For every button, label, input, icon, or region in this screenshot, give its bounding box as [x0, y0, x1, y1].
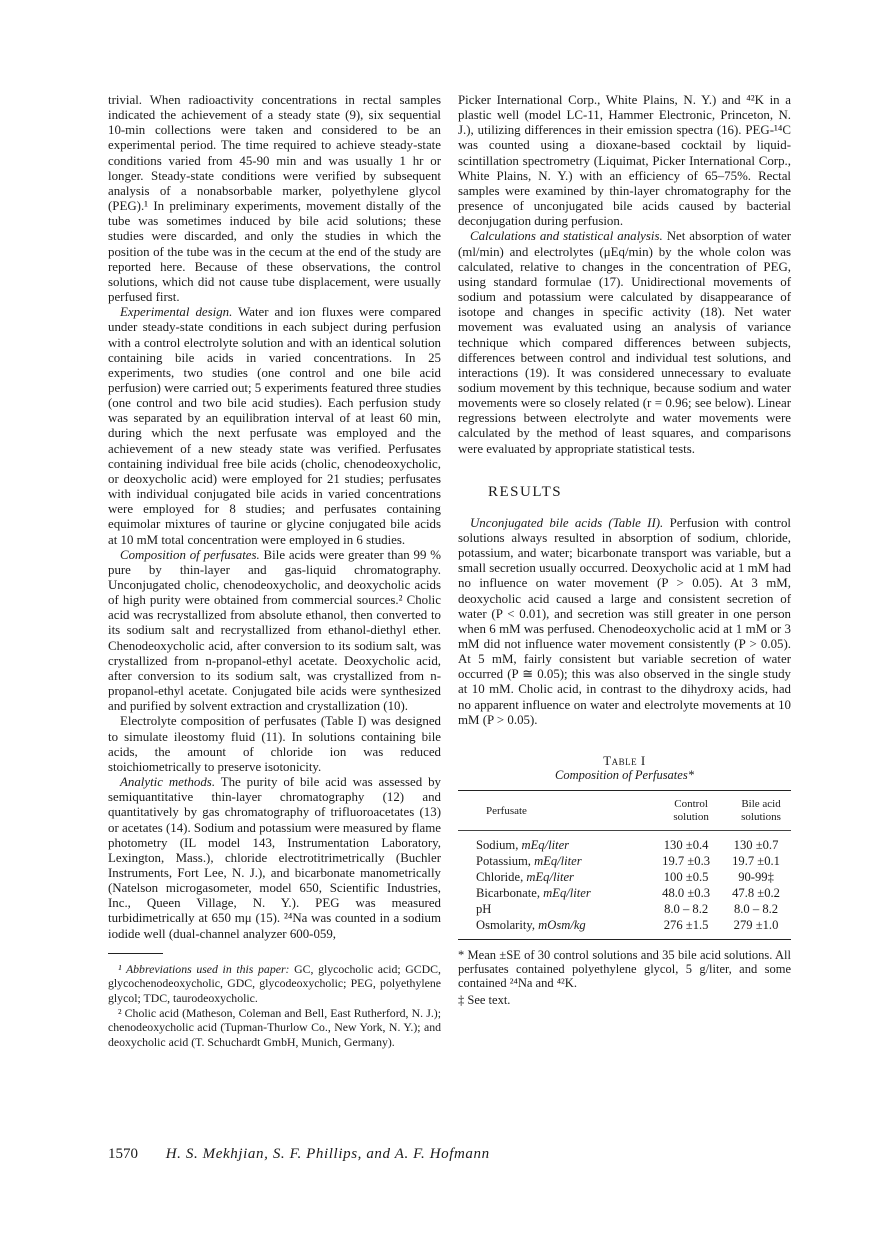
- run-in-heading: Analytic methods.: [120, 775, 216, 790]
- table-row: [458, 901, 791, 917]
- row-unit: mEq/liter: [534, 854, 582, 869]
- table-row: [458, 917, 791, 940]
- control-value: 8.0 – 8.2: [664, 902, 709, 917]
- bile-acid-value: 279 ±1.0: [721, 917, 791, 940]
- page-number: 1570: [108, 1146, 138, 1162]
- left-column: [108, 93, 441, 1049]
- footnote-1: ¹ Abbreviations used in this paper: GC, glycocholic acid; GCDC, glycochenodeoxycholic, GDC, glycodeoxycholic; PEG, polyethylene glycol; TDC, taurodeoxycholic.: [108, 961, 441, 1005]
- bile-acid-value: 90-99‡: [738, 870, 774, 885]
- table-row: [458, 869, 791, 885]
- run-in-heading: Calculations and statistical analysis.: [470, 229, 663, 244]
- paragraph-calculations: Calculations and statistical analysis. Net absorption of water (ml/min) and electrolytes (μEq/min) by the whole colon was calculated, relative to changes in the concentration of PEG, using standard formulae (17). Unidirectional movements of sodium and potassium were calculated by disappearance of isotope and changes in specific activity (18). Net water movement was evaluated using an analysis of variance technique which compared differences between subjects, differences between control and individual test solutions, and interactions (19). It was considered unnecessary to evaluate sodium movement by this technique, because sodium and water movements were so closely related (r = 0.96; see below). Linear regressions between electrolyte and water movements were calculated by the method of least squares, and comparisons were evaluated by appropriate statistical tests.: [458, 229, 791, 456]
- run-in-heading: Unconjugated bile acids (Table II).: [470, 515, 664, 530]
- row-unit: mOsm/kg: [538, 918, 586, 933]
- table-title: Table I: [603, 752, 646, 768]
- control-value: 100 ±0.5: [663, 870, 709, 885]
- control-value: 130 ±0.4: [663, 838, 709, 853]
- paragraph-experimental-design: Experimental design. Water and ion fluxes were compared under steady-state conditions in each subject during perfusion with a control electrolyte solution and with an identical solution containing bile acids in varied concentrations. In 25 experiments, two studies (one control and one bile acid perfusion) were carried out; 5 experiments featured three studies (one control and two bile acid studies). Each perfusion study was separated by an equilibration interval of at least 60 min, during which the next perfusate was employed and the achievement of a new steady state was verified. Perfusates containing individual free bile acids (cholic, chenodeoxycholic, or deoxycholic acid) were employed for 21 studies; perfusates with individual conjugated bile acids in varied concentrations were employed for 8 studies; and perfusates containing equimolar mixtures of taurine or glycine conjugated bile acids at 10 mM total concentration were employed in 6 studies.: [108, 305, 441, 547]
- paragraph-composition: Composition of perfusates. Bile acids were greater than 99 % pure by thin-layer and gas-liquid chromatography. Unconjugated cholic, chenodeoxycholic, and deoxycholic acids of high purity were obtained from commercial sources.² Cholic acid was recrystallized from absolute ethanol, then converted to its sodium salt and recrystallized from ethanol-diethyl ether. Chenodeoxycholic acid, after conversion to its sodium salt, was crystallized from n-propanol-ethyl acetate. Deoxycholic acid, after conversion to its sodium salt, was crystallized from n-propanol-ethyl acetate. Conjugated bile acids were synthesized and purified by solvent extraction and crystallization (10).: [108, 547, 441, 714]
- bile-acid-value: 130 ±0.7: [733, 838, 779, 853]
- table-footnotes: [458, 948, 791, 1007]
- row-unit: mEq/liter: [521, 838, 570, 853]
- footnote-2: ² Cholic acid (Matheson, Coleman and Bell, East Rutherford, N. J.); chenodeoxycholic acid (Tupman-Thurlow Co., New York, N. Y.); and deoxycholic acid (T. Schuchardt GmbH, Munich, Germany).: [108, 1005, 441, 1049]
- section-heading-results: RESULTS: [488, 483, 563, 500]
- column-header: Control solution: [651, 791, 721, 831]
- row-label: Osmolarity, mOsm/kg: [458, 917, 651, 940]
- table-row: [458, 853, 791, 869]
- column-header: Perfusate: [458, 791, 651, 831]
- row-unit: mEq/liter: [543, 886, 591, 901]
- running-authors: H. S. Mekhjian, S. F. Phillips, and A. F. Hofmann: [165, 1146, 490, 1162]
- paragraph-steady-state: trivial. When radioactivity concentrations in rectal samples indicated the achievement of a steady state (9), six sequential 10-min collections were taken and considered to be an experimental period. The time required to achieve steady-state conditions varied from 45-90 min and was usually 1 hr or longer. Steady-state conditions were verified by subsequent analysis of a nonabsorbable marker, polyethylene glycol (PEG).¹ In preliminary experiments, movement distally of the tube was sometimes induced by bile acid solutions; these studies were discarded, and only the studies in which the position of the tube was in the cecum at the end of the study are reported here. Because of these observations, the control solutions, which did not cause tube displacement, were usually perfused first.: [108, 93, 441, 305]
- control-value: 19.7 ±0.3: [662, 854, 711, 869]
- column-header: Bile acid solutions: [721, 791, 791, 831]
- table-footnote: * Mean ±SE of 30 control solutions and 35 bile acid solutions. All perfusates contained polyethylene glycol, 5 g/liter, and some contained ²⁴Na and ⁴²K.: [458, 948, 791, 991]
- bile-acid-value: 47.8 ±0.2: [732, 886, 780, 901]
- row-label: Bicarbonate, mEq/liter: [476, 886, 591, 901]
- row-label: Chloride, mEq/liter: [476, 870, 574, 885]
- paragraph-unconjugated: Unconjugated bile acids (Table II). Perfusion with control solutions always resulted in absorption of sodium, chloride, potassium, and water; bicarbonate transport was variable, but a small secretion usually occurred. Deoxycholic acid at 1 mM had no influence on water movement (P > 0.05). At 3 mM, deoxycholic acid caused a large and consistent secretion of water (P < 0.01), and secretion was still greater in one person when 6 mM was perfused. Chenodeoxycholic acid at 1 mM or 3 mM did not influence water movement consistently (P > 0.05). At 5 mM, fairly consistent but variable secretion of water occurred (P ≅ 0.05); this was also observed in the single study at 10 mM. Cholic acid, in contrast to the dihydroxy acids, had no apparent influence on water and electrolyte movements at 10 mM (P > 0.05).: [458, 515, 791, 727]
- table-row: [458, 885, 791, 901]
- paragraph-analytic-methods: Analytic methods. The purity of bile acid was assessed by semiquantitative thin-layer chromatography (12) and quantitatively by gas chromatography of trifluoroacetates (13) or acetates (14). Sodium and potassium were measured by flame photometry (IL model 143, Instrumentation Laboratory, Lexington, Mass.), chloride electrotitrimetrically (Buchler Instruments, Fort Lee, N. J.), and bicarbonate manometrically (Natelson microgasometer, model 650, Scientific Industries, Inc., Queen Village, N. Y.). PEG was measured turbidimetrically at 650 mμ (15). ²⁴Na was counted in a sodium iodide well (dual-channel analyzer 600-059,: [108, 775, 441, 941]
- right-column: [458, 93, 791, 1010]
- row-label: Sodium, mEq/liter: [476, 838, 570, 853]
- paragraph-electrolyte: Electrolyte composition of perfusates (Table I) was designed to simulate ileostomy fluid (11). In solutions containing bile acids, the amount of chloride ion was reduced stoichiometrically to preserve isotonicity.: [108, 714, 441, 774]
- paragraph-counting: Picker International Corp., White Plains, N. Y.) and ⁴²K in a plastic well (model LC-11, Hammer Electronic, Princeton, N. J.), utilizing differences in their emission spectra (16). PEG-¹⁴C was counted using a dioxane-based cocktail by liquid-scintillation spectrometry (Liquimat, Picker International Corp., White Plains, N. Y.) with an efficiency of 65–75%. Rectal samples were examined by thin-layer chromatography for the presence of unconjugated bile acids caused by bacterial deconjugation during perfusion.: [458, 93, 791, 229]
- control-value: 276 ±1.5: [651, 917, 721, 940]
- page-footer: [108, 1147, 490, 1162]
- run-in-heading: Experimental design.: [120, 305, 233, 320]
- composition-table: [458, 790, 791, 940]
- footnote-divider: [108, 953, 163, 954]
- run-in-heading: Composition of perfusates.: [120, 547, 260, 562]
- table-footnote: ‡ See text.: [458, 993, 511, 1008]
- table-row: [458, 831, 791, 854]
- row-unit: mEq/liter: [526, 870, 574, 885]
- row-label: pH: [476, 902, 492, 917]
- footnotes: [108, 962, 441, 1050]
- bile-acid-value: 19.7 ±0.1: [732, 854, 780, 869]
- row-label: Potassium, mEq/liter: [476, 854, 582, 869]
- control-value: 48.0 ±0.3: [662, 886, 711, 901]
- table-subtitle: Composition of Perfusates*: [555, 768, 694, 783]
- bile-acid-value: 8.0 – 8.2: [733, 902, 779, 917]
